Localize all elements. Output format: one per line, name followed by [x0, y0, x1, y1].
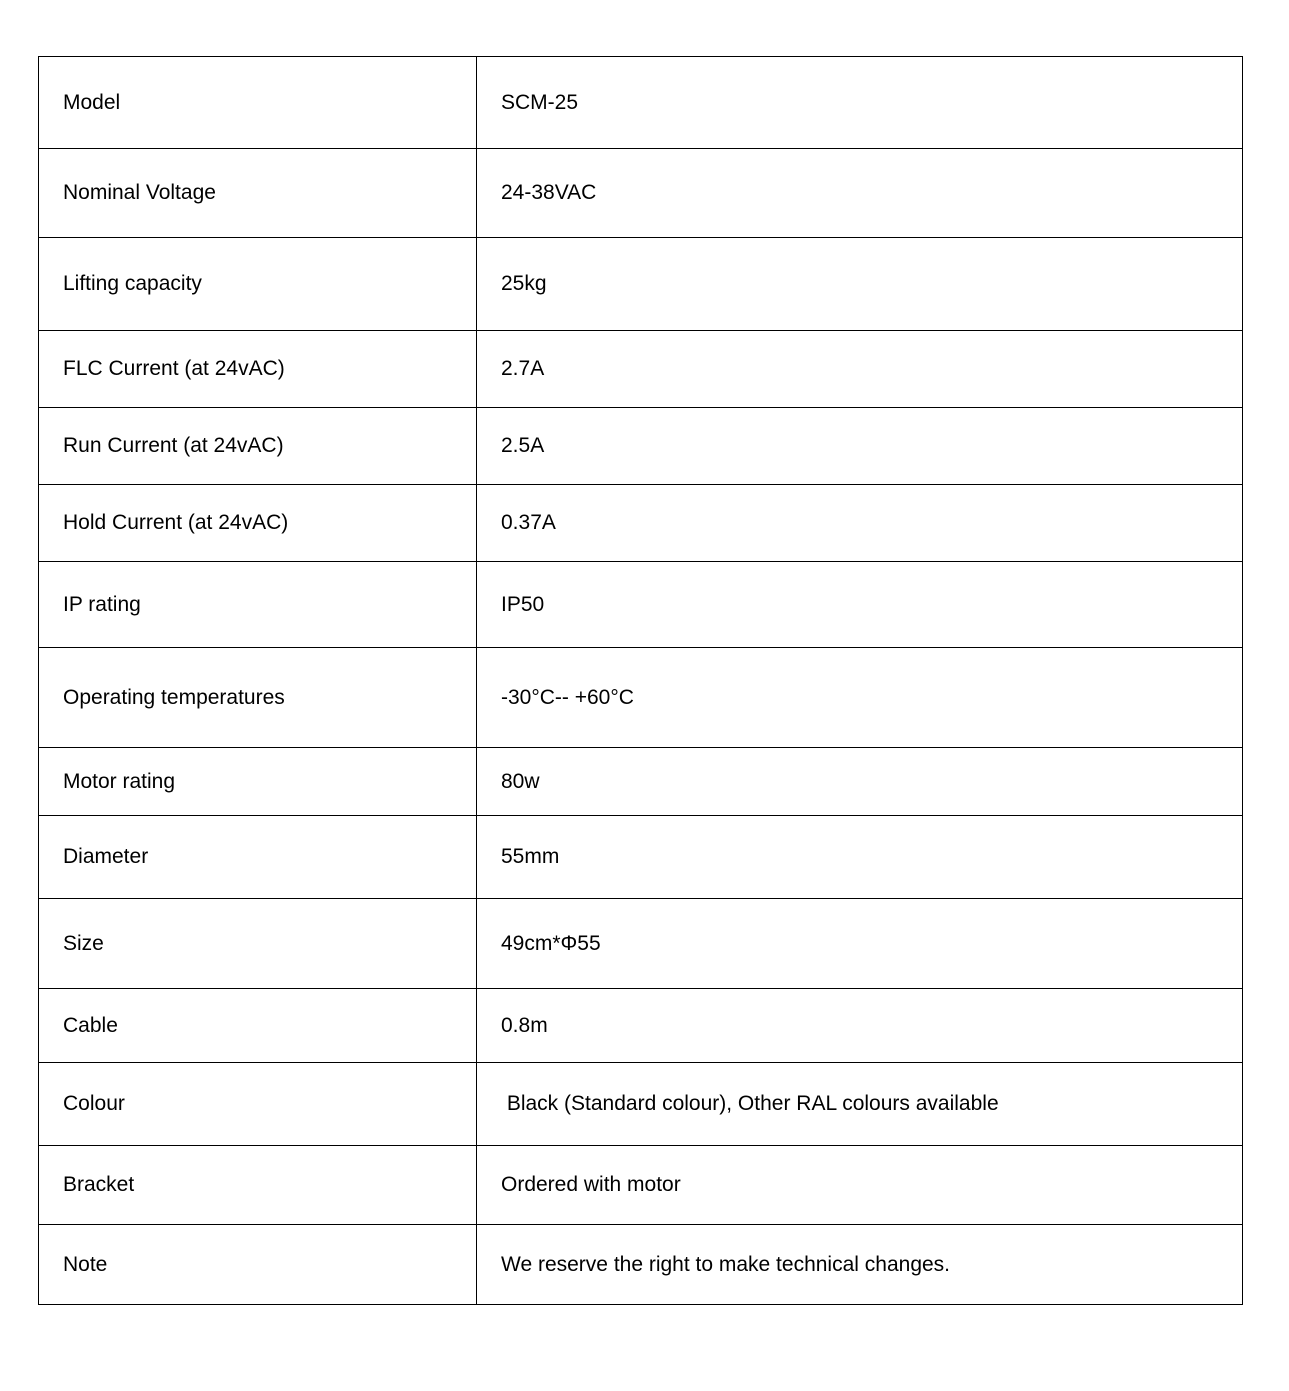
- table-row-ip-rating: [39, 562, 1243, 648]
- spec-value: -30°C-- +60°C: [477, 648, 1243, 748]
- table-row-nominal-voltage: [39, 149, 1243, 238]
- spec-label: Colour: [39, 1063, 477, 1146]
- table-row-bracket: [39, 1146, 1243, 1225]
- spec-value: SCM-25: [477, 57, 1243, 149]
- spec-label: Nominal Voltage: [39, 149, 477, 238]
- spec-value: 2.7A: [477, 331, 1243, 408]
- spec-value: We reserve the right to make technical changes.: [477, 1225, 1243, 1305]
- spec-value: 2.5A: [477, 408, 1243, 485]
- spec-label: Bracket: [39, 1146, 477, 1225]
- spec-value: 24-38VAC: [477, 149, 1243, 238]
- spec-value: 25kg: [477, 238, 1243, 331]
- spec-label: Motor rating: [39, 748, 477, 816]
- spec-label: Hold Current (at 24vAC): [39, 485, 477, 562]
- spec-label: Size: [39, 899, 477, 989]
- spec-label: Diameter: [39, 816, 477, 899]
- table-row-note: [39, 1225, 1243, 1305]
- table-row-hold-current: [39, 485, 1243, 562]
- table-row-flc-current: [39, 331, 1243, 408]
- table-row-size: [39, 899, 1243, 989]
- table-row-motor-rating: [39, 748, 1243, 816]
- spec-value: 0.37A: [477, 485, 1243, 562]
- table-row-cable: [39, 989, 1243, 1063]
- table-row-operating-temperatures: [39, 648, 1243, 748]
- spec-label: Note: [39, 1225, 477, 1305]
- table-row-diameter: [39, 816, 1243, 899]
- table-row-model: [39, 57, 1243, 149]
- spec-value: Black (Standard colour), Other RAL colours available: [477, 1063, 1243, 1146]
- table-row-colour: [39, 1063, 1243, 1146]
- table-row-run-current: [39, 408, 1243, 485]
- spec-value: Ordered with motor: [477, 1146, 1243, 1225]
- spec-value: 49cm*Φ55: [477, 899, 1243, 989]
- spec-value: 0.8m: [477, 989, 1243, 1063]
- spec-value: IP50: [477, 562, 1243, 648]
- spec-value: 55mm: [477, 816, 1243, 899]
- spec-label: FLC Current (at 24vAC): [39, 331, 477, 408]
- spec-label: Run Current (at 24vAC): [39, 408, 477, 485]
- spec-value: 80w: [477, 748, 1243, 816]
- spec-label: IP rating: [39, 562, 477, 648]
- spec-label: Cable: [39, 989, 477, 1063]
- spec-label: Lifting capacity: [39, 238, 477, 331]
- table-row-lifting-capacity: [39, 238, 1243, 331]
- spec-label: Model: [39, 57, 477, 149]
- spec-table: [38, 56, 1243, 1305]
- spec-label: Operating temperatures: [39, 648, 477, 748]
